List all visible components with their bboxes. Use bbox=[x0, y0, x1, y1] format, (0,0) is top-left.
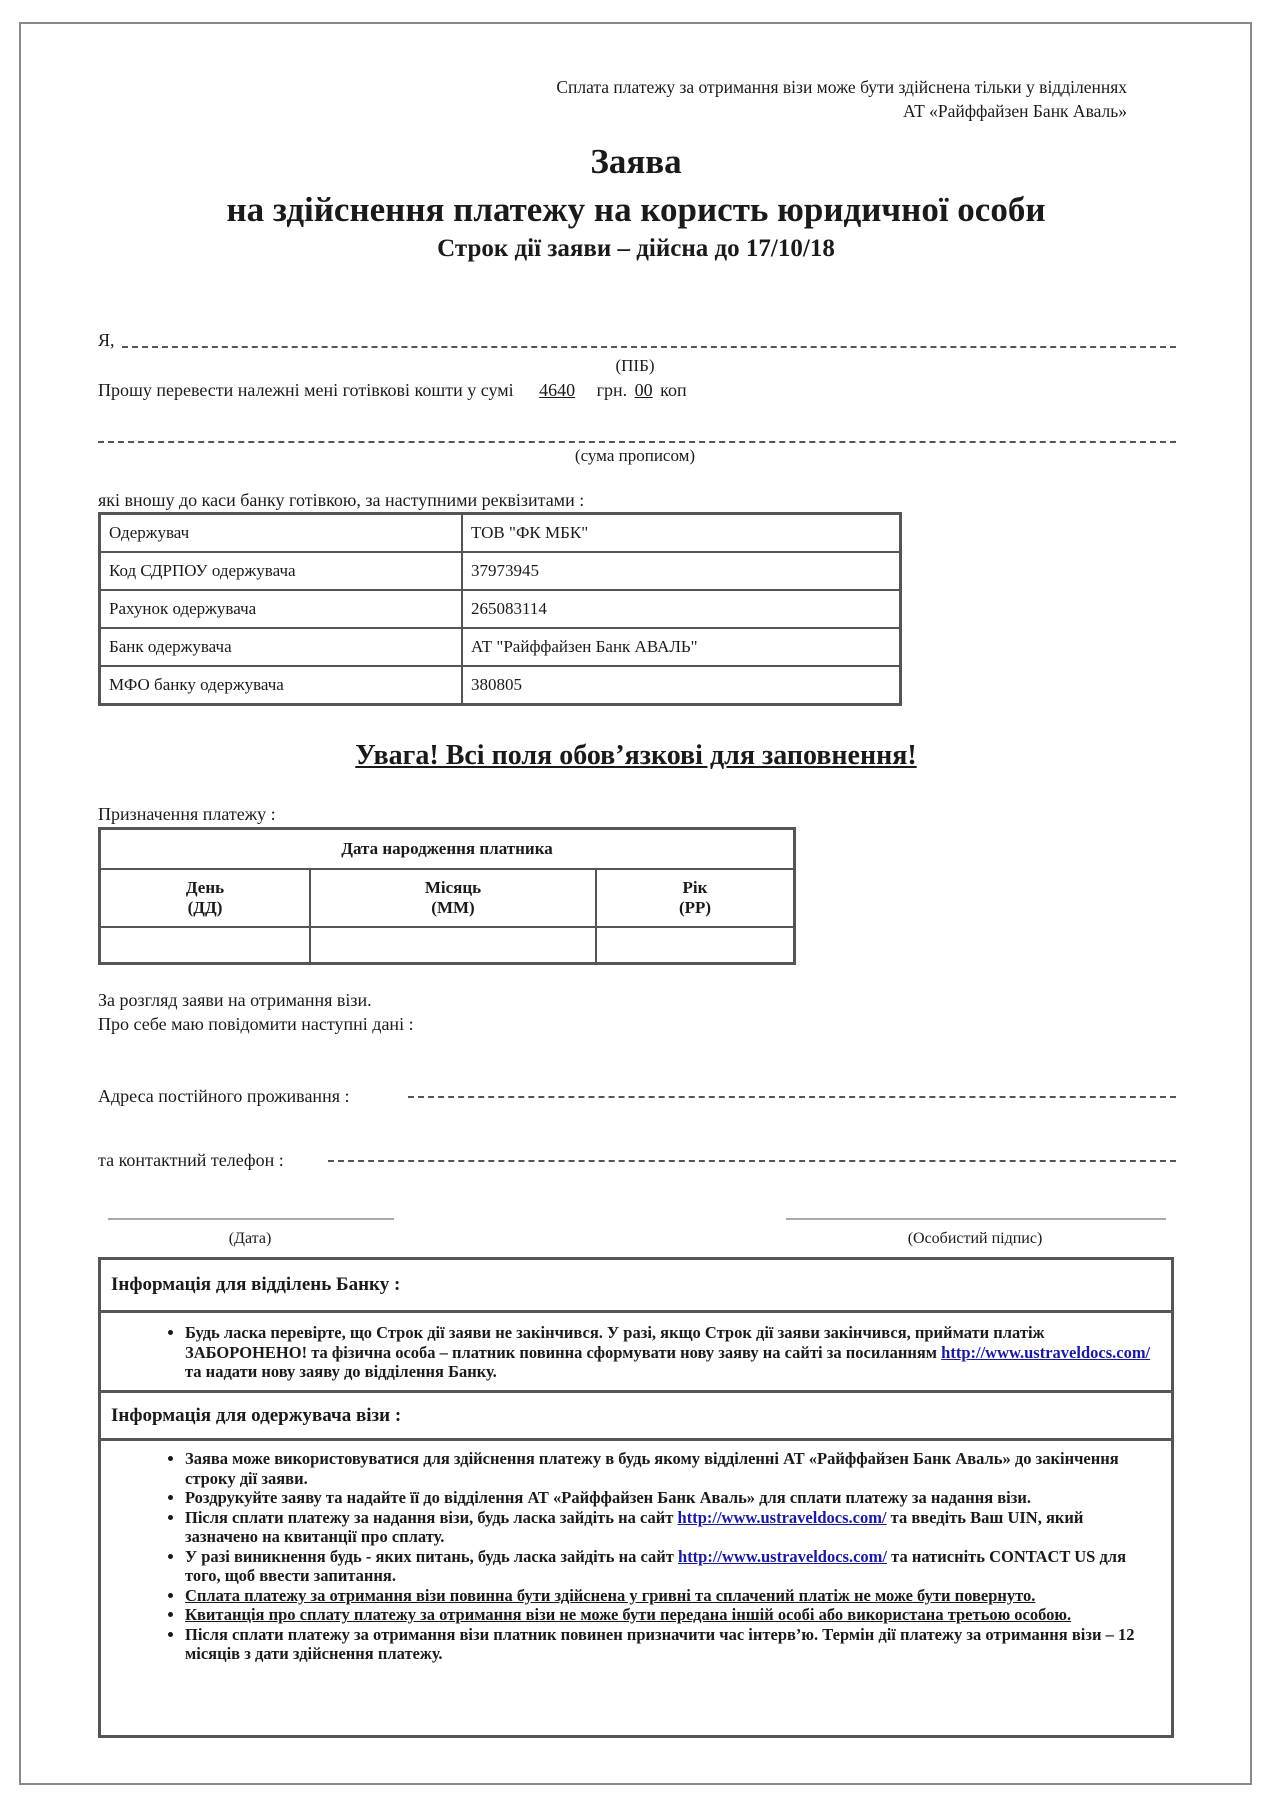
month-header bbox=[310, 869, 596, 927]
signature-line[interactable] bbox=[786, 1218, 1166, 1220]
year-input-cell[interactable] bbox=[596, 927, 795, 963]
recipient-info-heading: Інформація для одержувача візи : bbox=[101, 1393, 1171, 1441]
address-label: Адреса постійного проживання : bbox=[98, 1086, 350, 1106]
amount-line bbox=[98, 380, 687, 401]
requisite-value: АТ "Райффайзен Банк АВАЛЬ" bbox=[462, 628, 901, 666]
birth-date-table bbox=[98, 827, 796, 965]
sum-words-caption: (сума прописом) bbox=[574, 446, 696, 465]
requisites-intro: які вношу до каси банку готівкою, за наступними реквізитами : bbox=[98, 490, 585, 510]
list-item: • Квитанція про сплату платежу за отримання візи не може бути передана іншій особі або використана третьою особою. bbox=[185, 1605, 1157, 1625]
sum-words-field[interactable] bbox=[98, 441, 1176, 443]
validity-line: Строк дії заяви – дійсна до 17/10/18 bbox=[437, 235, 835, 262]
table-row bbox=[100, 590, 901, 628]
bank-info-text-after: та надати нову заяву до відділення Банку. bbox=[185, 1362, 497, 1381]
kop-label: коп bbox=[660, 380, 687, 400]
pib-caption: (ПІБ) bbox=[615, 356, 655, 375]
list-item bbox=[185, 1508, 1157, 1547]
list-item bbox=[185, 1323, 1157, 1382]
request-prefix: Прошу перевести належні мені готівкові кошти у сумі bbox=[98, 380, 514, 400]
name-field[interactable] bbox=[122, 346, 1176, 348]
month-label: Місяць bbox=[424, 878, 482, 897]
list-item: • Заява може використовуватися для здійснення платежу в будь якому відділенні АТ «Райффайзен Банк Аваль» до закінчення строку дії заяви. bbox=[185, 1449, 1157, 1488]
requisites-table bbox=[98, 512, 902, 706]
requisite-value: 380805 bbox=[462, 666, 901, 705]
uah-label: грн. bbox=[596, 380, 628, 400]
ustraveldocs-link[interactable]: http://www.ustraveldocs.com/ bbox=[941, 1342, 1151, 1362]
bank-info-heading: Інформація для відділень Банку : bbox=[101, 1260, 1171, 1313]
requisite-label: Банк одержувача bbox=[100, 628, 463, 666]
date-caption: (Дата) bbox=[228, 1230, 272, 1247]
i-label: Я, bbox=[98, 330, 115, 350]
table-row bbox=[100, 628, 901, 666]
table-row bbox=[100, 666, 901, 705]
month-format: (ММ) bbox=[431, 898, 475, 917]
bank-info-text: Будь ласка перевірте, що Строк дії заяви не закінчився. У разі, якщо Строк дії заяви закінчився, приймати платіж ЗАБОРОНЕНО! та фізична особа – платник повинна сформувати нову заяву на сайті за посиланням bbox=[185, 1323, 1045, 1362]
bullet-text-after: та натисніть CONTACT US для того, щоб ввести запитання. bbox=[185, 1546, 1126, 1585]
requisite-value: ТОВ "ФК МБК" bbox=[462, 514, 901, 553]
document-title: Заява bbox=[590, 142, 682, 181]
visa-text-line1: За розгляд заяви на отримання візи. bbox=[98, 990, 372, 1010]
list-item: • Роздрукуйте заяву та надайте її до відділення АТ «Райффайзен Банк Аваль» для сплати платежу за надання візи. bbox=[185, 1488, 1157, 1508]
purpose-label: Призначення платежу : bbox=[98, 804, 276, 824]
header-note-line1: Сплата платежу за отримання візи може бути здійснена тільки у відділеннях bbox=[556, 77, 1127, 97]
mandatory-warning: Увага! Всі поля обов’язкові для заповнення! bbox=[355, 740, 917, 771]
year-label: Рік bbox=[682, 878, 708, 897]
day-header bbox=[100, 869, 311, 927]
kop-value: 00 bbox=[634, 380, 653, 400]
amount-value: 4640 bbox=[539, 380, 576, 400]
dob-title: Дата народження платника bbox=[100, 829, 795, 870]
bullet-text: У разі виникнення будь - яких питань, будь ласка зайдіть на сайт bbox=[185, 1546, 674, 1566]
recipient-info-body bbox=[101, 1441, 1171, 1664]
day-format: (ДД) bbox=[187, 898, 223, 917]
signature-caption: (Особистий підпис) bbox=[907, 1230, 1043, 1247]
year-format: (РР) bbox=[678, 898, 712, 917]
bullet-text: Після сплати платежу за надання візи, будь ласка зайдіть на сайт bbox=[185, 1507, 674, 1527]
requisite-value: 37973945 bbox=[462, 552, 901, 590]
header-note-line2: АТ «Райффайзен Банк Аваль» bbox=[902, 101, 1127, 121]
date-line[interactable] bbox=[108, 1218, 394, 1220]
bank-info-list bbox=[101, 1323, 1171, 1382]
phone-label: та контактний телефон : bbox=[98, 1150, 284, 1170]
info-box bbox=[98, 1257, 1174, 1738]
visa-text bbox=[98, 988, 414, 1036]
month-input-cell[interactable] bbox=[310, 927, 596, 963]
year-header bbox=[596, 869, 795, 927]
day-input-cell[interactable] bbox=[100, 927, 311, 963]
list-item bbox=[185, 1547, 1157, 1586]
bank-info-body bbox=[101, 1313, 1171, 1393]
requisite-label: Код СДРПОУ одержувача bbox=[100, 552, 463, 590]
phone-field[interactable] bbox=[328, 1160, 1176, 1162]
ustraveldocs-link[interactable]: http://www.ustraveldocs.com/ bbox=[677, 1507, 887, 1527]
requisite-value: 265083114 bbox=[462, 590, 901, 628]
visa-text-line2: Про себе маю повідомити наступні дані : bbox=[98, 1014, 414, 1034]
address-field[interactable] bbox=[408, 1096, 1176, 1098]
requisite-label: Одержувач bbox=[100, 514, 463, 553]
day-label: День bbox=[185, 878, 225, 897]
header-note bbox=[556, 75, 1127, 123]
bullet-text-after: та введіть Ваш UIN, який зазначено на квитанції про сплату. bbox=[185, 1507, 1084, 1546]
requisite-label: МФО банку одержувача bbox=[100, 666, 463, 705]
requisite-label: Рахунок одержувача bbox=[100, 590, 463, 628]
ustraveldocs-link[interactable]: http://www.ustraveldocs.com/ bbox=[678, 1546, 888, 1566]
table-row bbox=[100, 552, 901, 590]
table-row bbox=[100, 514, 901, 553]
list-item: • Після сплати платежу за отримання візи платник повинен призначити час інтерв’ю. Термін дії платежу за отримання візи – 12 місяців з дати здійснення платежу. bbox=[185, 1625, 1157, 1664]
list-item: • Сплата платежу за отримання візи повинна бути здійснена у гривні та сплачений платіж не може бути повернуто. bbox=[185, 1586, 1157, 1606]
recipient-info-list bbox=[101, 1449, 1171, 1664]
document-subtitle: на здійснення платежу на користь юридичної особи bbox=[226, 190, 1046, 229]
